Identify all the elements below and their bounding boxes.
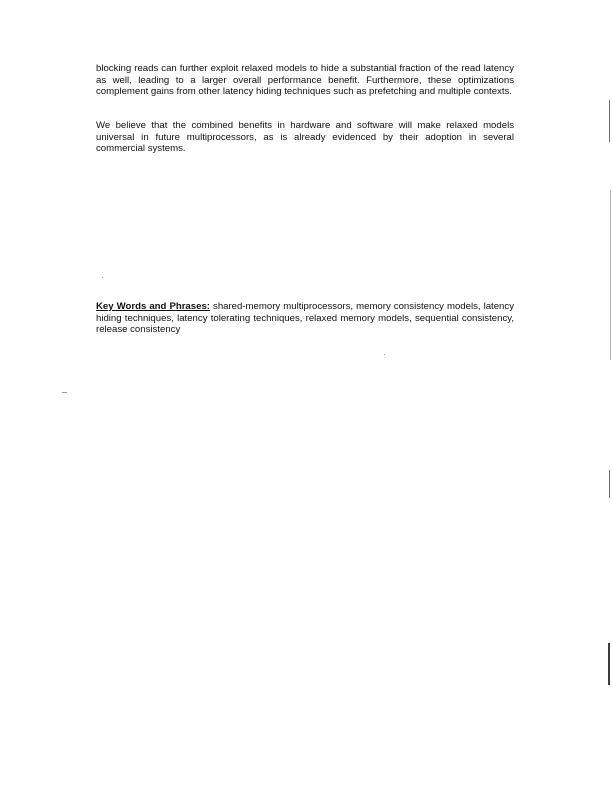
keywords-text: shared-memory multiprocessors, memory consistency models, latency hiding techniques, latency tolerating techniques, relaxed memory models, sequential consistency, release consistency [96, 301, 514, 336]
scan-edge-mark [608, 643, 610, 685]
keywords-paragraph [96, 301, 514, 336]
scan-speck [62, 392, 67, 393]
scan-speck [102, 277, 103, 278]
body-paragraph-1: blocking reads can further exploit relaxed models to hide a substantial fraction of the read latency as well, leading to a larger overall performance benefit. Furthermore, these optimizations complement gains from other latency hiding techniques such as prefetching and multiple contexts. [96, 63, 514, 98]
scan-speck [384, 354, 385, 355]
body-paragraph-2: We believe that the combined benefits in hardware and software will make relaxed models universal in future multiprocessors, as is already evidenced by their adoption in several commercial systems. [96, 120, 514, 155]
scan-edge-mark [610, 190, 611, 360]
keywords-label: Key Words and Phrases: [96, 301, 210, 312]
scan-edge-mark [609, 470, 610, 498]
scan-edge-mark [609, 100, 610, 142]
